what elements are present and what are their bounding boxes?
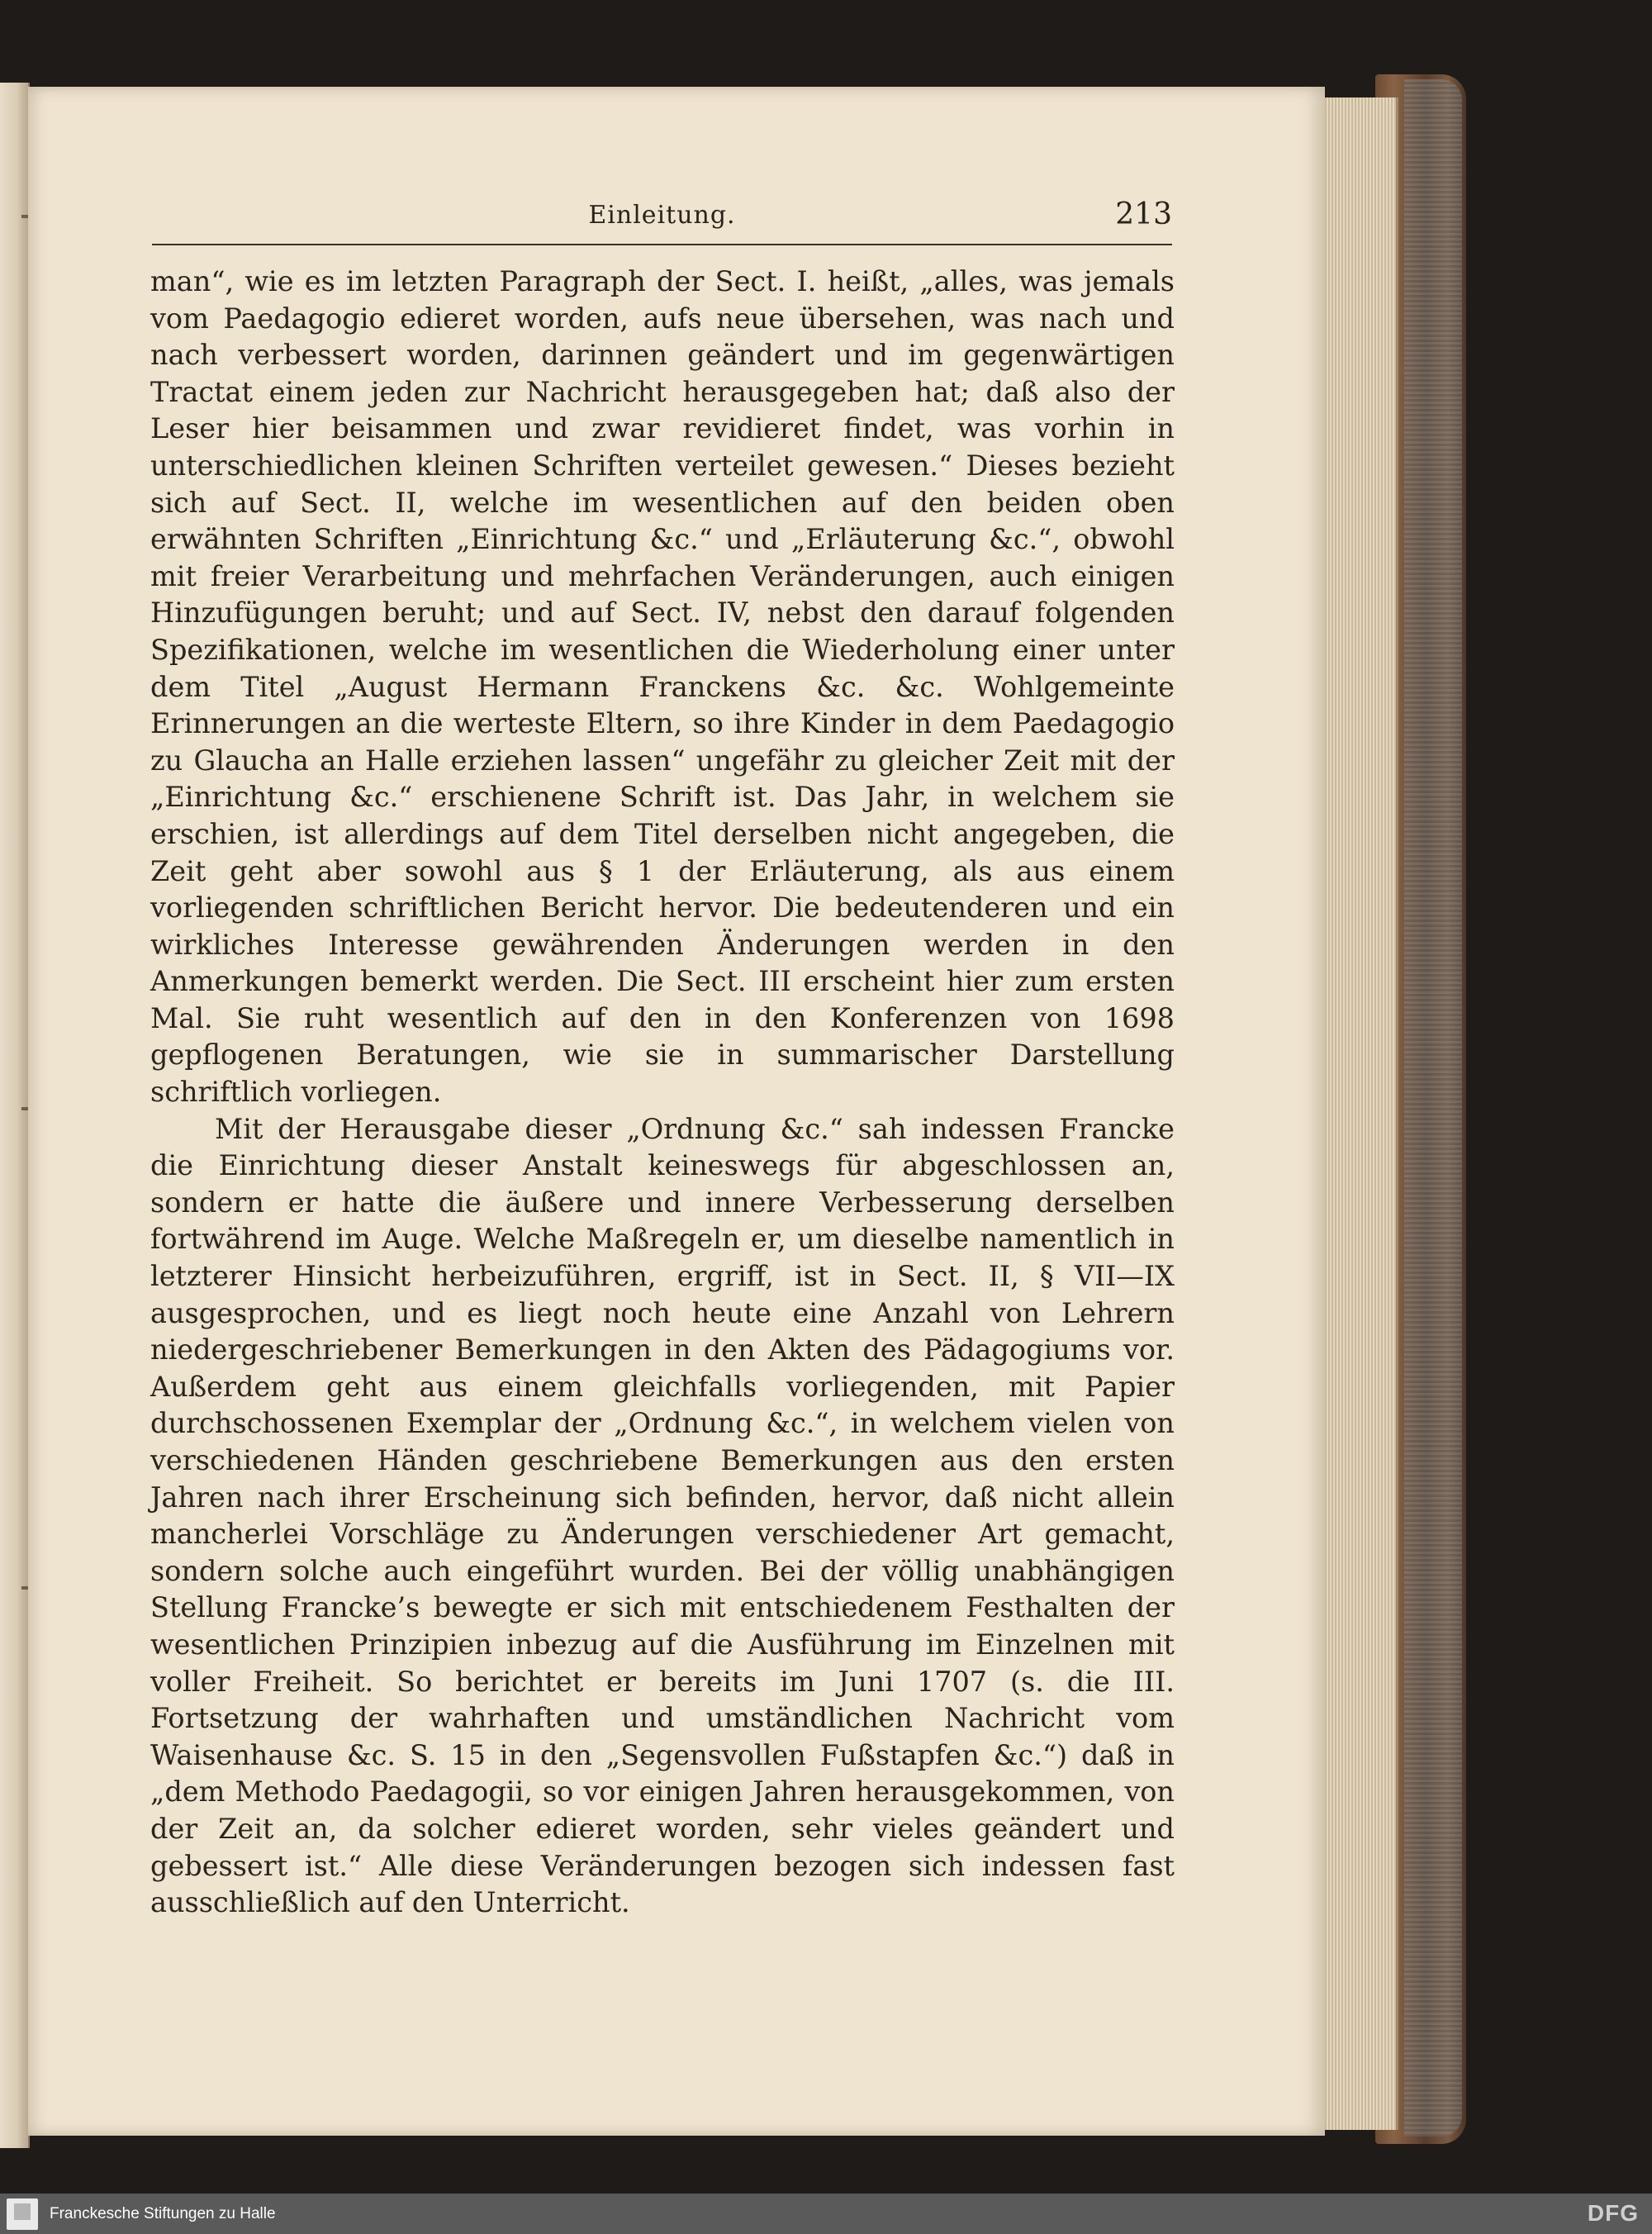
viewer-footer-bar: [0, 2194, 1652, 2234]
logo-mark: [14, 2203, 31, 2220]
paragraph: Mit der Herausgabe dieser „Ordnung &c.“ sah indessen Francke die Einrichtung dieser Anstalt keineswegs für abgeschlossen an, sondern er hatte die äußere und innere Verbesserung derselben fortwährend im Auge. Welche Maßregeln er, um dieselbe namentlich in letzterer Hinsicht herbeizuführen, ergriff, ist in Sect. II, § VII—IX ausgesprochen, und es liegt noch heute eine Anzahl von Lehrern niedergeschriebener Bemerkungen in den Akten des Pädagogiums vor. Außerdem geht aus einem gleichfalls vorliegenden, mit Papier durchschossenen Exemplar der „Ordnung &c.“, in welchem vielen von verschiedenen Händen geschriebene Bemerkungen aus den ersten Jahren nach ihrer Erscheinung sich befinden, hervor, daß nicht allein mancherlei Vorschläge zu Änderungen verschiedener Art gemacht, sondern solche auch eingeführt wurden. Bei der völlig unabhängigen Stellung Francke’s bewegte er sich mit entschiedenem Festhalten der wesentlichen Prinzipien inbezug auf die Ausführung im Einzelnen mit voller Freiheit. So berichtet er bereits im Juni 1707 (s. die III. Fortsetzung der wahrhaften und umständlichen Nachricht vom Waisenhause &c. S. 15 in den „Segensvollen Fußstapfen &c.“) daß in „dem Methodo Paedagogii, so vor einigen Jahren herausgekommen, von der Zeit an, da solcher edieret worden, sehr vieles geändert und gebessert ist.“ Alle diese Veränderungen bezogen sich indessen fast ausschließlich auf den Unterricht.: [150, 1112, 1175, 1919]
institution-logo-icon: [7, 2198, 38, 2230]
spine-cloth-texture: [1404, 79, 1462, 2137]
paragraph: man“, wie es im letzten Paragraph der Sect. I. heißt, „alles, was jemals vom Paedagogio edieret worden, aufs neue übersehen, was nach und nach verbessert worden, darinnen geändert und im gegenwärtigen Tractat einem jeden zur Nachricht herausgegeben hat; daß also der Leser hier beisammen und zwar revidieret findet, was vorhin in unterschiedlichen kleinen Schriften verteilet gewesen.“ Dieses bezieht sich auf Sect. II, welche im wesentlichen auf den beiden oben erwähnten Schriften „Einrichtung &c.“ und „Erläuterung &c.“, obwohl mit freier Verarbeitung und mehrfachen Veränderungen, auch einigen Hinzufügungen beruht; und auf Sect. IV, nebst den darauf folgenden Spezifikationen, welche im wesentlichen die Wiederholung einer unter dem Titel „August Hermann Franckens &c. &c. Wohlgemeinte Erinnerungen an die werteste Eltern, so ihre Kinder in dem Paedagogio zu Glaucha an Halle erziehen lassen“ ungefähr zu gleicher Zeit mit der „Einrichtung &c.“ erschienene Schrift ist. Das Jahr, in welchem sie erschien, ist allerdings auf dem Titel derselben nicht angegeben, die Zeit geht aber sowohl aus § 1 der Erläuterung, als aus einem vorliegenden schriftlichen Bericht hervor. Die bedeutenderen und ein wirkliches Interesse gewährenden Änderungen werden in den Anmerkungen bemerkt werden. Die Sect. III erscheint hier zum ersten Mal. Sie ruht wesentlich auf den in den Konferenzen von 1698 gepflogenen Beratungen, wie sie in summarischer Darstellung schriftlich vorliegen.: [150, 265, 1175, 1109]
funder-logo: DFG: [1587, 2200, 1639, 2226]
page-fore-edge: [1320, 97, 1398, 2130]
body-text: [150, 264, 1175, 1922]
book-page: [28, 87, 1325, 2136]
running-head-title: Einleitung.: [588, 201, 736, 230]
footer-institution-name: Franckesche Stiftungen zu Halle: [50, 2205, 276, 2222]
page-number: 213: [1115, 197, 1172, 231]
running-head: [152, 186, 1172, 245]
facing-page-edge: [0, 83, 30, 2148]
